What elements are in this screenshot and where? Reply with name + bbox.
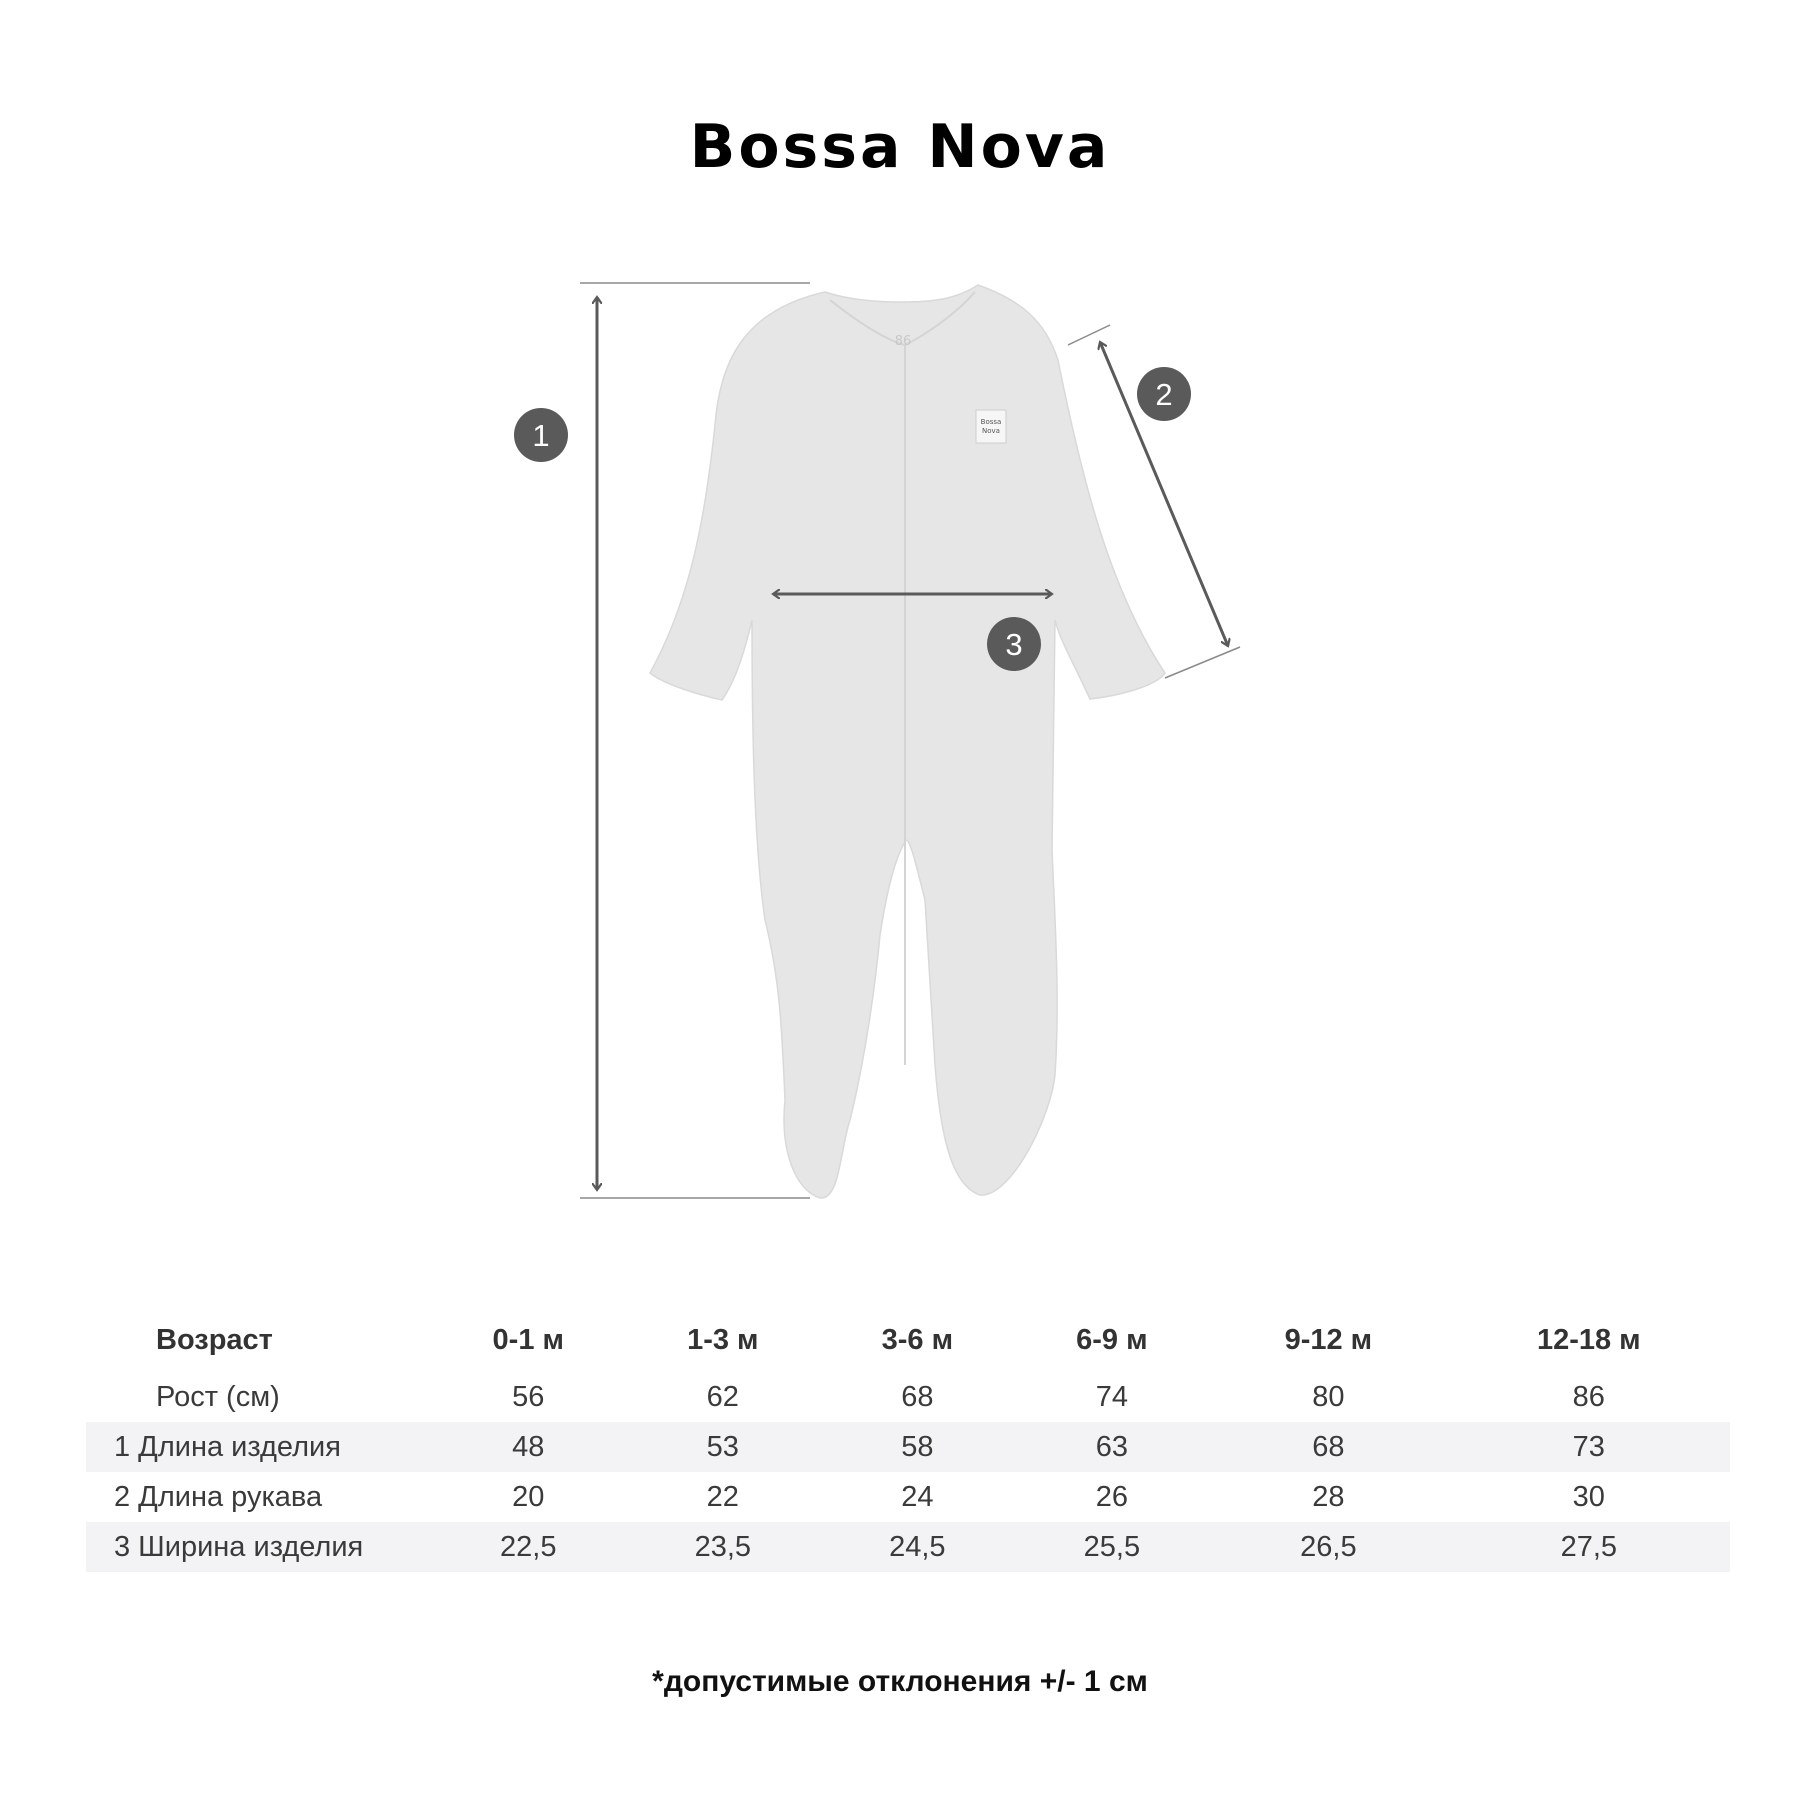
table-cell: 80 [1312,1380,1345,1413]
table-cell: 26,5 [1209,1522,1447,1572]
garment-illustration [650,285,1165,1198]
table-cell: 23,5 [626,1522,821,1572]
row-label: 2 Длина рукава [114,1480,323,1513]
tolerance-note: *допустимые отклонения +/- 1 см [652,1665,1148,1698]
header-age: 0-1 м [492,1323,564,1356]
table-cell: 48 [431,1422,626,1472]
table-row-sleeve [86,1472,1730,1522]
marker-2 [1137,367,1191,421]
table-cell: 25,5 [1015,1522,1210,1572]
marker-3 [987,617,1041,671]
table-cell: 56 [512,1380,545,1413]
svg-text:3: 3 [1005,627,1023,662]
table-header-row [86,1308,1730,1372]
svg-text:2: 2 [1155,377,1173,412]
table-cell: 24,5 [820,1522,1015,1572]
table-cell: 20 [512,1480,545,1513]
table-cell: 30 [1572,1480,1605,1513]
table-row-height [86,1372,1730,1422]
garment-size-tag: 86 [894,334,912,349]
garment-label-line-2: Nova [982,427,1000,435]
table-cell: 53 [626,1422,821,1472]
garment-label-line-1: Bossa [980,418,1002,426]
header-age: 9-12 м [1284,1323,1373,1356]
header-age-label: Возраст [156,1323,273,1356]
row-label: 1 Длина изделия [86,1422,431,1472]
table-cell: 58 [820,1422,1015,1472]
garment-body [650,285,1165,1198]
table-cell: 68 [1209,1422,1447,1472]
sleeve-guide-top [1068,325,1110,345]
size-table [86,1308,1730,1572]
brand-title: Bossa Nova [689,112,1111,182]
table-cell: 74 [1095,1380,1128,1413]
header-age: 6-9 м [1076,1323,1148,1356]
table-cell: 22,5 [431,1522,626,1572]
sleeve-guide-bottom [1165,647,1240,678]
table-cell: 26 [1095,1480,1128,1513]
table-cell: 73 [1448,1422,1730,1472]
table-cell: 28 [1312,1480,1345,1513]
marker-1 [514,408,568,462]
table-row-width [86,1522,1730,1572]
row-label: 3 Ширина изделия [86,1522,431,1572]
row-label: Рост (см) [156,1380,280,1413]
header-age: 12-18 м [1536,1323,1641,1356]
table-cell: 68 [901,1380,934,1413]
table-cell: 62 [706,1380,739,1413]
table-cell: 24 [901,1480,934,1513]
table-cell: 63 [1015,1422,1210,1472]
header-age: 1-3 м [687,1323,759,1356]
svg-text:1: 1 [532,418,550,453]
table-cell: 27,5 [1448,1522,1730,1572]
table-row-length [86,1422,1730,1472]
table-cell: 86 [1572,1380,1605,1413]
table-cell: 22 [706,1480,739,1513]
header-age: 3-6 м [881,1323,954,1356]
